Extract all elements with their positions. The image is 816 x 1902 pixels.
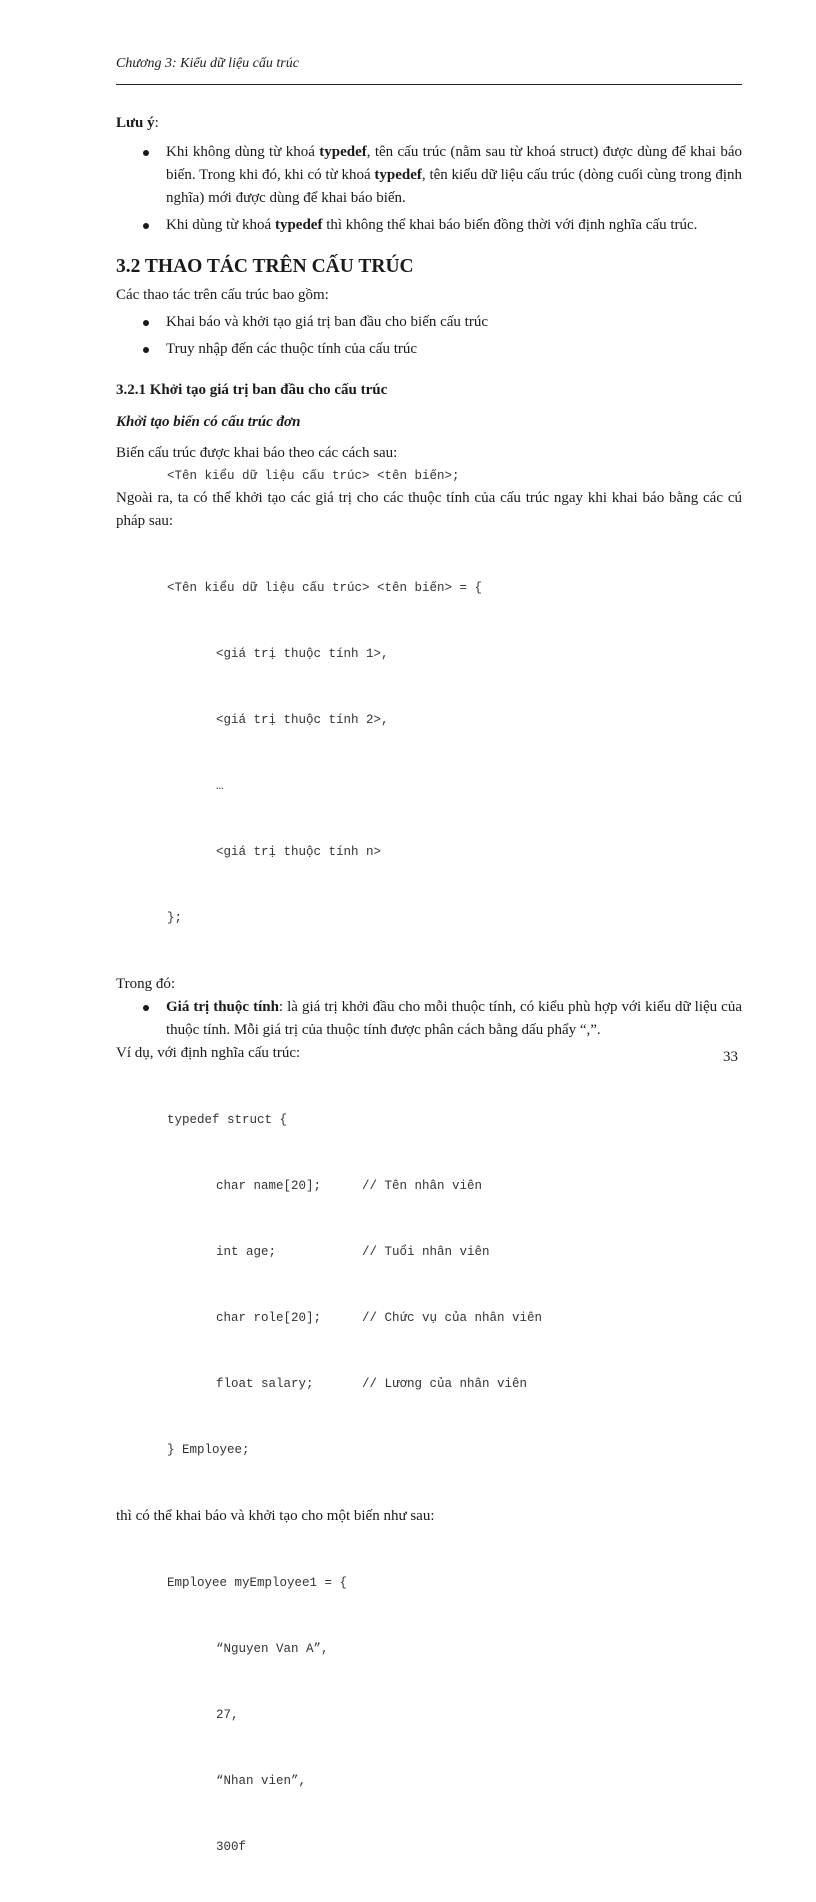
note-colon: : bbox=[154, 115, 159, 131]
code-line: } Employee; bbox=[167, 1443, 250, 1457]
operation-item-2-text: Truy nhập đến các thuộc tính của cấu trúc bbox=[166, 341, 418, 357]
field-declaration: char role[20]; bbox=[216, 1311, 322, 1325]
header-divider bbox=[116, 84, 742, 85]
term-description: : là giá trị khởi đầu cho mỗi thuộc tính, có kiểu phù hợp với kiểu dữ liệu của thuộc tính. Mỗi giá trị của thuộc tính được phân cách bằng dấu phẩy “,”. bbox=[166, 999, 742, 1038]
note-label-line bbox=[116, 112, 742, 135]
field-declaration: int age; bbox=[216, 1245, 277, 1259]
paragraph-then: thì có thể khai báo và khởi tạo cho một biến như sau: bbox=[116, 1508, 435, 1524]
operation-item-1-text: Khai báo và khởi tạo giá trị ban đầu cho biến cấu trúc bbox=[166, 314, 488, 330]
section-heading: 3.2 THAO TÁC TRÊN CẤU TRÚC bbox=[116, 256, 414, 277]
field-comment: // Lương của nhân viên bbox=[362, 1377, 528, 1391]
bullet-icon bbox=[143, 347, 149, 353]
paragraph-declare: Biến cấu trúc được khai báo theo các cách sau: bbox=[116, 445, 398, 461]
code-variable-init bbox=[116, 1528, 742, 1902]
page-content bbox=[116, 112, 742, 1902]
code-field-line bbox=[116, 1307, 742, 1329]
note-bullet-2 bbox=[116, 214, 742, 237]
page-number: 33 bbox=[723, 1049, 738, 1065]
bullet-icon bbox=[143, 150, 149, 156]
code-struct-definition bbox=[116, 1065, 742, 1505]
bullet-icon bbox=[143, 1005, 149, 1011]
keyword-typedef: typedef bbox=[374, 167, 422, 183]
code-line: <giá trị thuộc tính n> bbox=[216, 845, 382, 859]
note-bullet-1-text-c: , tên kiểu dữ liệu cấu trúc (dòng cuối cùng trong định nghĩa) mới được dùng để khai báo biến. bbox=[166, 167, 742, 206]
field-comment: // Tên nhân viên bbox=[362, 1179, 483, 1193]
where-item bbox=[116, 996, 742, 1042]
field-comment: // Chức vụ của nhân viên bbox=[362, 1311, 543, 1325]
code-line: }; bbox=[167, 911, 183, 925]
subsubsection-heading: Khởi tạo biến có cấu trúc đơn bbox=[116, 414, 301, 430]
note-bullet-2-text-a: Khi dùng từ khoá bbox=[166, 217, 275, 233]
code-line: 300f bbox=[216, 1840, 247, 1854]
where-bullet-list bbox=[116, 996, 742, 1042]
code-field-line bbox=[116, 1241, 742, 1263]
code-line: 27, bbox=[216, 1708, 239, 1722]
code-line: <giá trị thuộc tính 2>, bbox=[216, 713, 389, 727]
note-bullet-1 bbox=[116, 141, 742, 210]
subsection-heading: 3.2.1 Khởi tạo giá trị ban đầu cho cấu trúc bbox=[116, 382, 388, 398]
code-init-syntax bbox=[116, 533, 742, 973]
operations-bullet-list bbox=[116, 311, 742, 361]
note-bullet-1-text-a: Khi không dùng từ khoá bbox=[166, 144, 320, 160]
code-line: <Tên kiểu dữ liệu cấu trúc> <tên biến> = { bbox=[167, 581, 483, 595]
term-attribute-value: Giá trị thuộc tính bbox=[166, 999, 279, 1015]
code-line: “Nguyen Van A”, bbox=[216, 1642, 329, 1656]
code-field-line bbox=[116, 1373, 742, 1395]
code-line: <giá trị thuộc tính 1>, bbox=[216, 647, 389, 661]
code-line: Employee myEmployee1 = { bbox=[167, 1576, 348, 1590]
code-line: typedef struct { bbox=[167, 1113, 288, 1127]
code-declare-syntax: <Tên kiểu dữ liệu cấu trúc> <tên biến>; bbox=[167, 469, 460, 483]
note-bullet-2-text-b: thì không thể khai báo biến đồng thời với định nghĩa cấu trúc. bbox=[322, 217, 698, 233]
paragraph-init: Ngoài ra, ta có thể khởi tạo các giá trị cho các thuộc tính của cấu trúc ngay khi khai báo bằng các cú pháp sau: bbox=[116, 490, 742, 529]
field-declaration: float salary; bbox=[216, 1377, 314, 1391]
operation-item-1 bbox=[116, 311, 742, 334]
where-label: Trong đó: bbox=[116, 976, 176, 992]
bullet-icon bbox=[143, 320, 149, 326]
note-bullet-1-text-b: , tên cấu trúc (nằm sau từ khoá struct) được dùng để khai báo biến. Trong khi đó, khi có từ khoá bbox=[166, 144, 742, 183]
keyword-typedef: typedef bbox=[319, 144, 367, 160]
bullet-icon bbox=[143, 223, 149, 229]
note-label: Lưu ý bbox=[116, 115, 155, 131]
running-header: Chương 3: Kiểu dữ liệu cấu trúc bbox=[116, 56, 299, 71]
code-line: “Nhan vien”, bbox=[216, 1774, 307, 1788]
field-comment: // Tuổi nhân viên bbox=[362, 1245, 490, 1259]
example-intro: Ví dụ, với định nghĩa cấu trúc: bbox=[116, 1045, 301, 1061]
section-intro: Các thao tác trên cấu trúc bao gồm: bbox=[116, 287, 329, 303]
operation-item-2 bbox=[116, 338, 742, 361]
code-line: … bbox=[216, 779, 224, 793]
code-field-line bbox=[116, 1175, 742, 1197]
note-bullet-list bbox=[116, 141, 742, 237]
field-declaration: char name[20]; bbox=[216, 1179, 322, 1193]
keyword-typedef: typedef bbox=[274, 217, 323, 233]
